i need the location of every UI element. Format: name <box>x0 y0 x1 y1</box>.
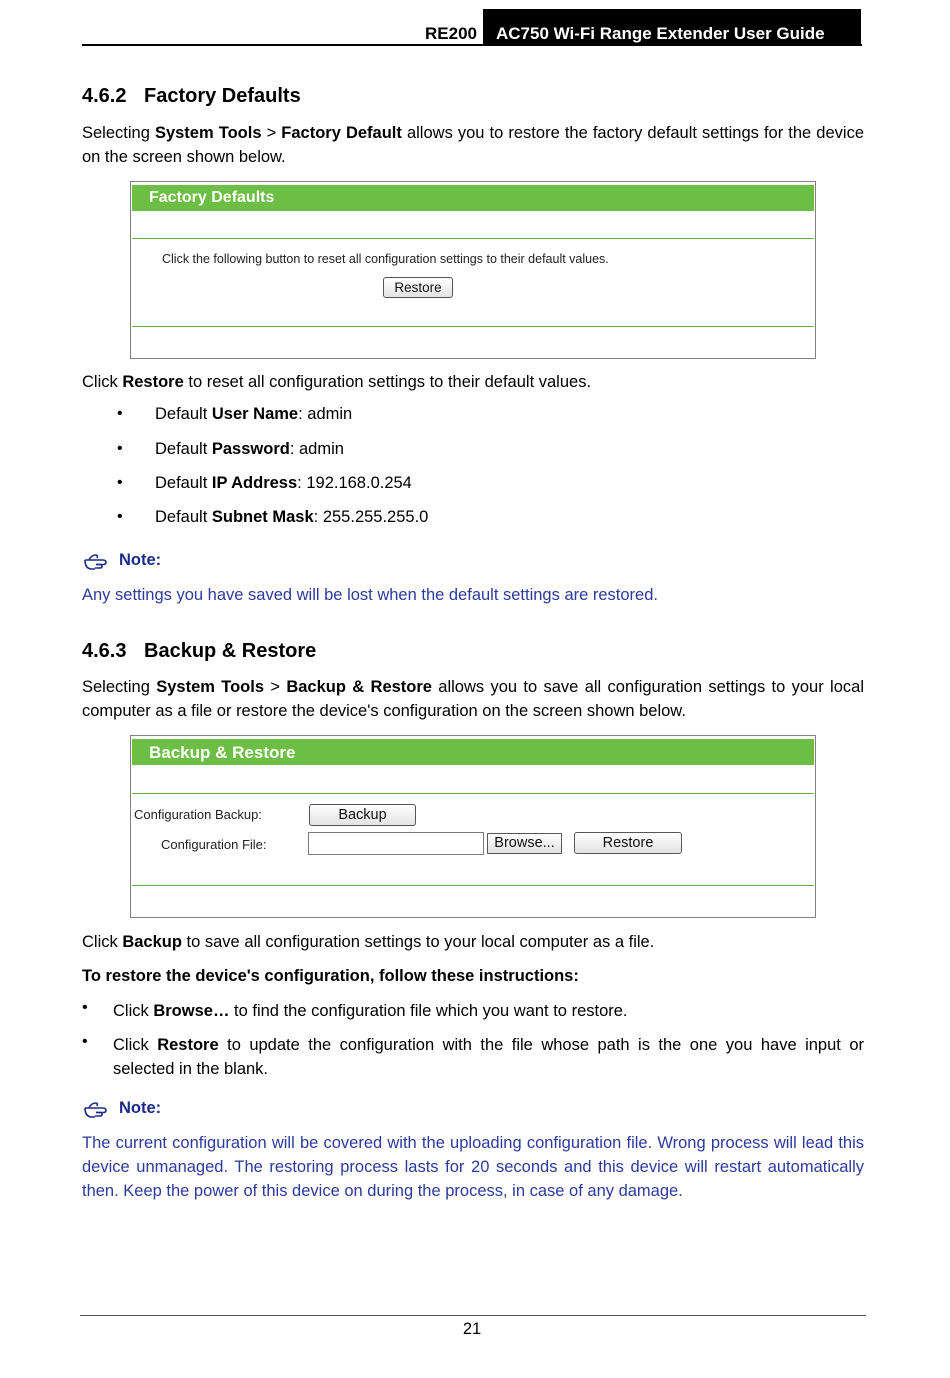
text: : 255.255.255.0 <box>313 508 429 526</box>
divider <box>132 238 814 239</box>
text: : 192.168.0.254 <box>297 474 412 492</box>
instructions-heading: To restore the device's configuration, follow these instructions: <box>82 967 579 985</box>
restore-button[interactable]: Restore <box>383 277 453 298</box>
text: Default <box>155 440 212 458</box>
text: to find the configuration file which you want to restore. <box>229 1002 628 1020</box>
bold-text: System Tools <box>154 124 262 142</box>
step-browse <box>113 999 864 1023</box>
footer-rule <box>80 1315 866 1316</box>
header-title: AC750 Wi-Fi Range Extender User Guide <box>483 9 861 46</box>
text: Click <box>82 373 123 391</box>
text: : admin <box>298 405 353 423</box>
section-heading-factory-defaults <box>82 85 301 108</box>
note-label: Note: <box>119 551 162 569</box>
text: to reset all configuration settings to their default values. <box>183 373 592 391</box>
default-subnet-item <box>155 508 428 527</box>
text: Selecting <box>82 124 155 142</box>
page-header <box>82 8 862 46</box>
header-edge-mark <box>857 10 861 46</box>
bold-text: Password <box>211 440 290 458</box>
backup-button[interactable]: Backup <box>309 804 416 826</box>
reset-message: Click the following button to reset all configuration settings to their default values. <box>162 252 609 266</box>
text: : admin <box>289 440 344 458</box>
note-text: The current configuration will be covered with the uploading configuration file. Wrong process will lead this device unmanaged. The restoring process lasts for 20 seconds and this device will restart automatically then. Keep the power of this device on during the process, in case of any damage. <box>82 1134 864 1200</box>
bold-text: Factory Default <box>281 124 402 142</box>
bold-text: Restore <box>122 373 184 391</box>
text: Selecting <box>82 678 157 696</box>
backup-explanation <box>82 930 864 954</box>
bullet-icon: • <box>82 1033 88 1050</box>
bullet-icon: • <box>117 508 123 525</box>
section-number: 4.6.3 <box>82 640 127 662</box>
bold-text: Browse… <box>153 1002 230 1020</box>
default-password-item <box>155 440 344 459</box>
browse-button[interactable]: Browse... <box>487 833 562 854</box>
config-backup-label: Configuration Backup: <box>134 807 262 822</box>
text: Default <box>155 405 212 423</box>
bold-text: System Tools <box>156 678 265 696</box>
pointing-hand-icon <box>83 552 113 572</box>
text: Click <box>82 933 123 951</box>
factory-defaults-screenshot <box>130 181 816 359</box>
screenshot-title-bar: Backup & Restore <box>132 739 814 765</box>
bullet-icon: • <box>117 440 123 457</box>
note-label: Note: <box>119 1099 162 1117</box>
section-title: Factory Defaults <box>144 85 301 107</box>
bold-text: Subnet Mask <box>211 508 314 526</box>
bullet-icon: • <box>117 474 123 491</box>
bold-text: Backup & Restore <box>286 678 432 696</box>
divider <box>132 885 814 886</box>
intro-paragraph-backup-restore <box>82 675 864 723</box>
page-number: 21 <box>462 1320 482 1338</box>
bullet-icon: • <box>117 405 123 422</box>
default-username-item <box>155 405 352 424</box>
bold-text: Restore <box>157 1036 219 1054</box>
bold-text: IP Address <box>211 474 298 492</box>
text: to save all configuration settings to your local computer as a file. <box>181 933 655 951</box>
divider <box>132 326 814 327</box>
text: allows you to save all configuration settings to your local computer as a file or restore the device's configuration on the screen shown below. <box>82 678 864 720</box>
config-file-label: Configuration File: <box>161 837 267 852</box>
intro-paragraph-factory-defaults <box>82 121 864 169</box>
restore-explanation <box>82 370 864 394</box>
config-file-input[interactable] <box>308 832 484 855</box>
text: > <box>261 124 282 142</box>
screenshot-title-bar: Factory Defaults <box>132 185 814 211</box>
bold-text: User Name <box>211 405 299 423</box>
section-heading-backup-restore <box>82 640 316 663</box>
bold-text: Backup <box>122 933 182 951</box>
text: Click <box>113 1036 158 1054</box>
text: to update the configuration with the file whose path is the one you have input or selected in the blank. <box>113 1036 864 1078</box>
text: allows you to restore the factory default settings for the device on the screen shown below. <box>82 124 864 166</box>
default-ip-item <box>155 474 412 493</box>
section-number: 4.6.2 <box>82 85 127 107</box>
restore-button[interactable]: Restore <box>574 832 682 854</box>
note-text: Any settings you have saved will be lost when the default settings are restored. <box>82 586 658 604</box>
text: > <box>264 678 287 696</box>
pointing-hand-icon <box>83 1100 113 1120</box>
text: Default <box>155 474 212 492</box>
backup-restore-screenshot <box>130 735 816 918</box>
section-title: Backup & Restore <box>144 640 317 662</box>
text: Default <box>155 508 212 526</box>
header-model: RE200 <box>425 24 477 43</box>
text: Click <box>113 1002 154 1020</box>
step-restore <box>113 1033 864 1081</box>
divider <box>132 793 814 794</box>
bullet-icon: • <box>82 999 88 1016</box>
